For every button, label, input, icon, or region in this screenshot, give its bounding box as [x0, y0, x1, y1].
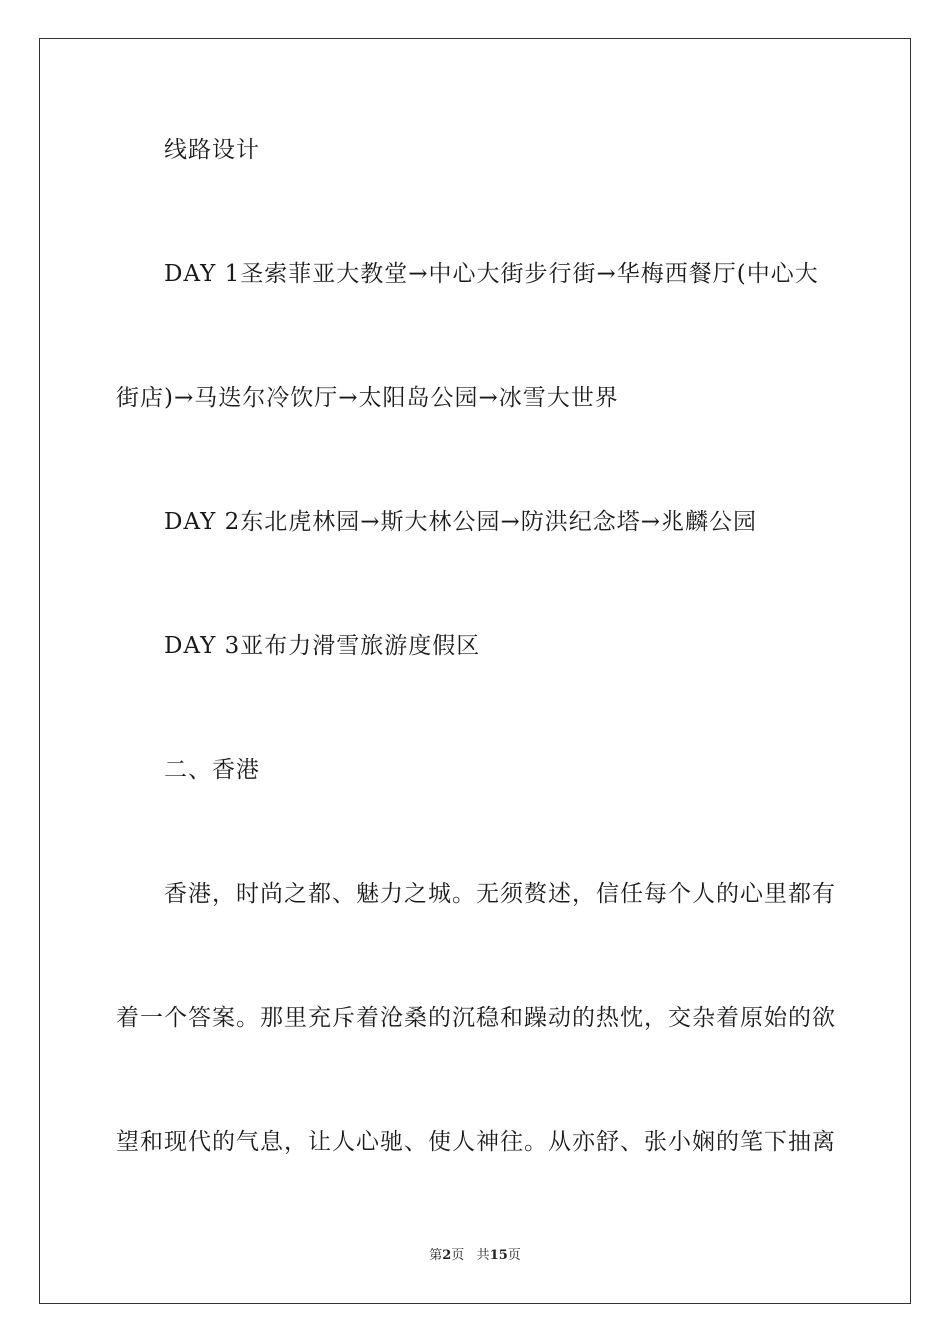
footer-page-suffix: 页: [451, 1248, 465, 1263]
footer-total-suffix: 页: [507, 1248, 521, 1263]
page-footer: [0, 1248, 950, 1264]
paragraph-line-2: 着一个答案。那里充斥着沧桑的沉稳和躁动的热忱，交杂着原始的欲: [116, 1005, 836, 1031]
day1-route-line-2: 街店)→马迭尔冷饮厅→太阳岛公园→冰雪大世界: [116, 385, 619, 411]
day1-route-line-1: DAY 1圣索菲亚大教堂→中心大街步行街→华梅西餐厅(中心大: [164, 261, 819, 287]
paragraph-line-3: 望和现代的气息，让人心驰、使人神往。从亦舒、张小娴的笔下抽离: [116, 1129, 836, 1155]
section-heading-hongkong: 二、香港: [164, 757, 260, 783]
paragraph-line-1: 香港，时尚之都、魅力之城。无须赘述，信任每个人的心里都有: [164, 881, 836, 907]
page-border: [39, 38, 911, 1304]
section-heading-route-design: 线路设计: [164, 137, 260, 163]
footer-page-number: 2: [442, 1248, 452, 1263]
footer-total-pages: 15: [489, 1248, 508, 1263]
footer-total-prefix: 共: [476, 1248, 490, 1263]
day3-route-line: DAY 3亚布力滑雪旅游度假区: [164, 633, 481, 659]
footer-page-prefix: 第: [429, 1248, 443, 1263]
day2-route-line: DAY 2东北虎林园→斯大林公园→防洪纪念塔→兆麟公园: [164, 509, 758, 535]
